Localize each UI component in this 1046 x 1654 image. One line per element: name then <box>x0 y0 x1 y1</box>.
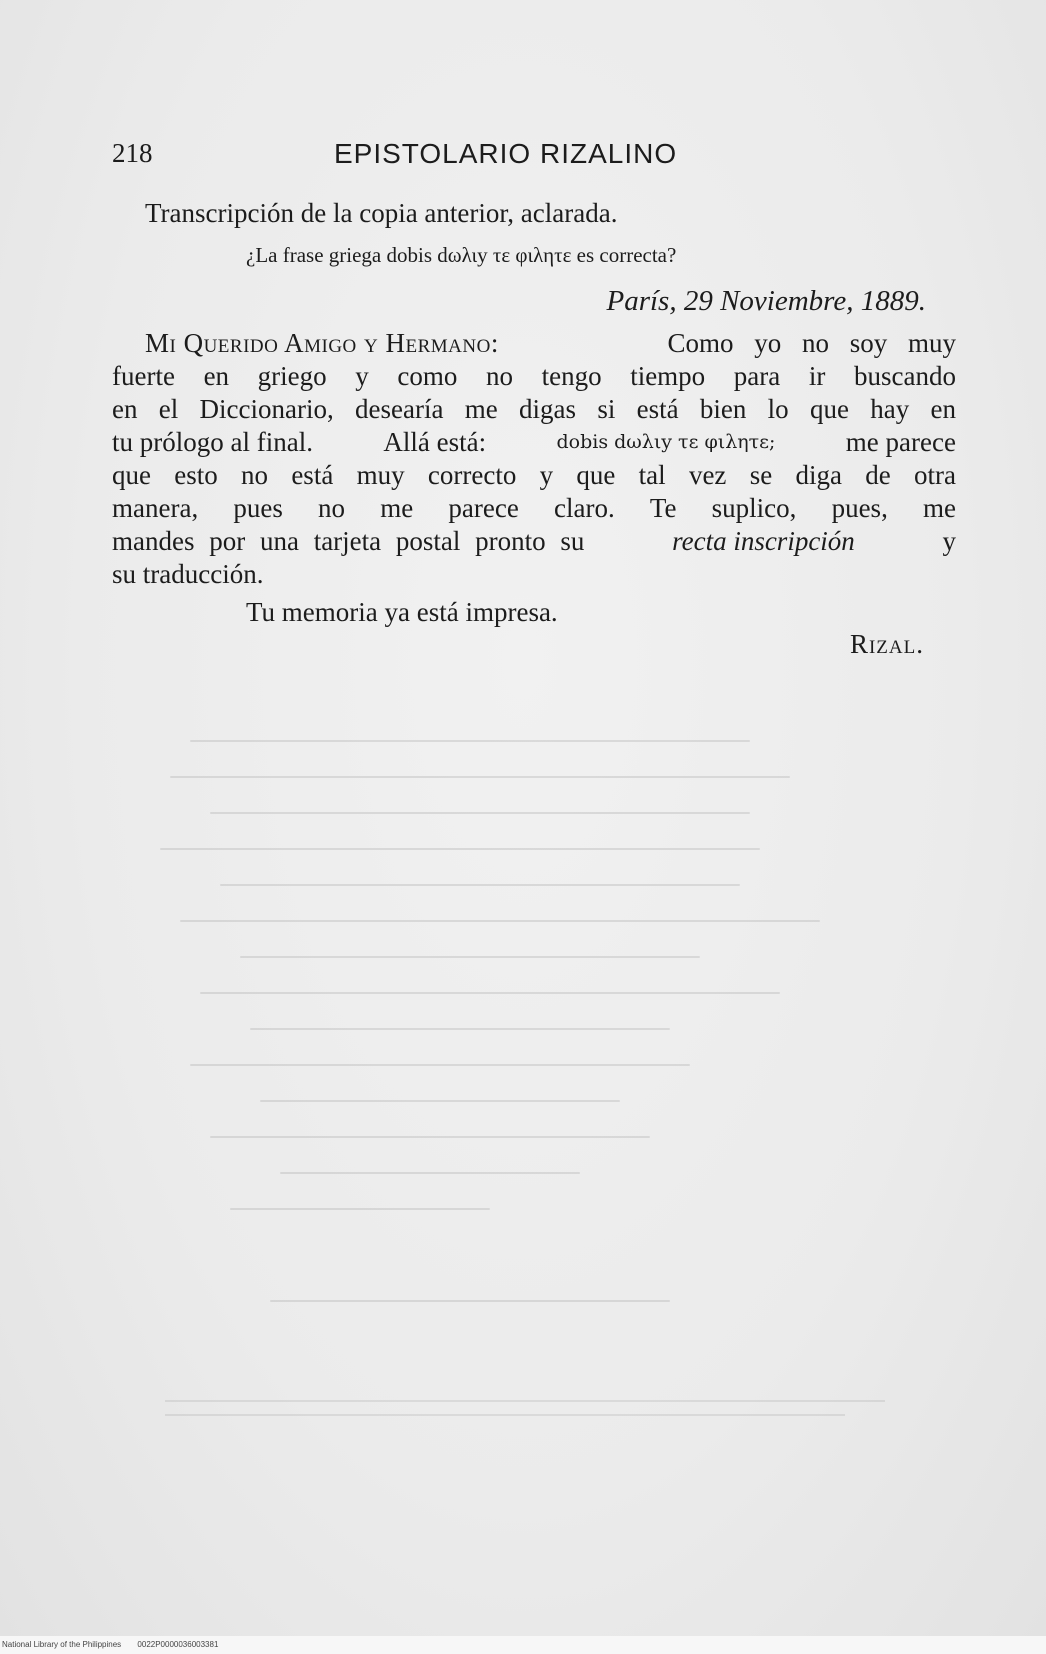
body-word: lo <box>767 394 789 424</box>
body-word: que <box>576 460 616 490</box>
body-word: si <box>597 394 616 424</box>
body-word: griego <box>257 361 327 391</box>
body-word: como <box>397 361 458 391</box>
body-line-8-text: su traducción. <box>112 559 264 589</box>
body-word: diga <box>795 460 842 490</box>
body-word: que <box>809 394 849 424</box>
greek-phrase: dobis dωλιy τε φιλητε; <box>556 431 776 453</box>
body-word: y <box>539 460 554 490</box>
body-word: manera, <box>112 493 199 523</box>
body-line-3 <box>112 393 956 426</box>
footer-institution: National Library of the Philippines <box>2 1640 122 1649</box>
body-line-1-text: Como yo no soy muy <box>667 328 956 358</box>
dateline: París, 29 Noviembre, 1889. <box>606 285 926 317</box>
body-line-4-b: Allá está: <box>383 427 487 457</box>
body-word: se <box>749 460 773 490</box>
page-header <box>112 138 932 178</box>
body-line-2 <box>112 360 956 393</box>
body-word: en <box>112 394 138 424</box>
body-word: no <box>241 460 269 490</box>
body-line-6 <box>112 492 956 525</box>
body-word: de <box>865 460 891 490</box>
body-word: que <box>112 460 151 490</box>
body-word: me <box>923 493 956 523</box>
body-word: esto <box>174 460 218 490</box>
body-word: está <box>636 394 679 424</box>
scan-footer <box>0 1636 1046 1654</box>
body-word: tal <box>638 460 666 490</box>
page-number: 218 <box>112 138 153 168</box>
body-word: no <box>485 361 513 391</box>
body-line-4 <box>112 426 956 459</box>
body-line-7 <box>112 525 956 558</box>
body-word: en <box>930 394 956 424</box>
body-word: no <box>318 493 346 523</box>
bleed-through-footnote <box>165 1400 925 1428</box>
body-word: desearía <box>355 394 444 424</box>
body-word: me <box>380 493 414 523</box>
body-word: y <box>355 361 369 391</box>
body-word: pues <box>233 493 283 523</box>
body-word: me <box>464 394 498 424</box>
body-line-7-b: y <box>942 526 956 556</box>
body-line-1 <box>112 327 956 360</box>
body-line-4-c: me parece <box>845 427 956 457</box>
signature: Rizal. <box>849 629 924 659</box>
body-word: claro. <box>554 493 615 523</box>
body-word: vez <box>688 460 727 490</box>
body-line-5 <box>112 459 956 492</box>
body-word: correcto <box>427 460 517 490</box>
running-title: EPISTOLARIO RIZALINO <box>334 138 678 169</box>
body-word: tiempo <box>630 361 706 391</box>
letter-body <box>112 327 956 591</box>
body-word: el <box>158 394 179 424</box>
body-word: hay <box>870 394 910 424</box>
body-word: tengo <box>541 361 602 391</box>
body-word: digas <box>519 394 577 424</box>
body-word: Te <box>649 493 677 523</box>
body-word: para <box>733 361 781 391</box>
body-word: parece <box>448 493 519 523</box>
greek-question: ¿La frase griega dobis dωλιy τε φιλητε es correcta? <box>246 243 677 267</box>
body-word: otra <box>914 460 956 490</box>
closing-line: Tu memoria ya está impresa. <box>246 597 558 627</box>
footer-identifier: 0022P0000036003381 <box>137 1640 219 1649</box>
body-word: Diccionario, <box>199 394 334 424</box>
body-line-7-italic: recta inscripción <box>672 526 855 556</box>
body-word: en <box>203 361 230 391</box>
body-word: está <box>291 460 334 490</box>
transcription-note: Transcripción de la copia anterior, aclarada. <box>145 198 618 228</box>
body-word: fuerte <box>112 361 175 391</box>
bleed-through-text <box>150 740 910 1440</box>
body-line-7-a: mandes por una tarjeta postal pronto su <box>112 526 585 556</box>
body-line-4-a: tu prólogo al final. <box>112 427 313 457</box>
body-word: suplico, <box>711 493 797 523</box>
body-word: pues, <box>831 493 888 523</box>
body-word: buscando <box>853 361 956 391</box>
salutation: Mi Querido Amigo y Hermano: <box>145 328 499 358</box>
body-word: ir <box>808 361 826 391</box>
body-word: bien <box>699 394 747 424</box>
body-word: muy <box>356 460 405 490</box>
body-line-8 <box>112 558 956 591</box>
